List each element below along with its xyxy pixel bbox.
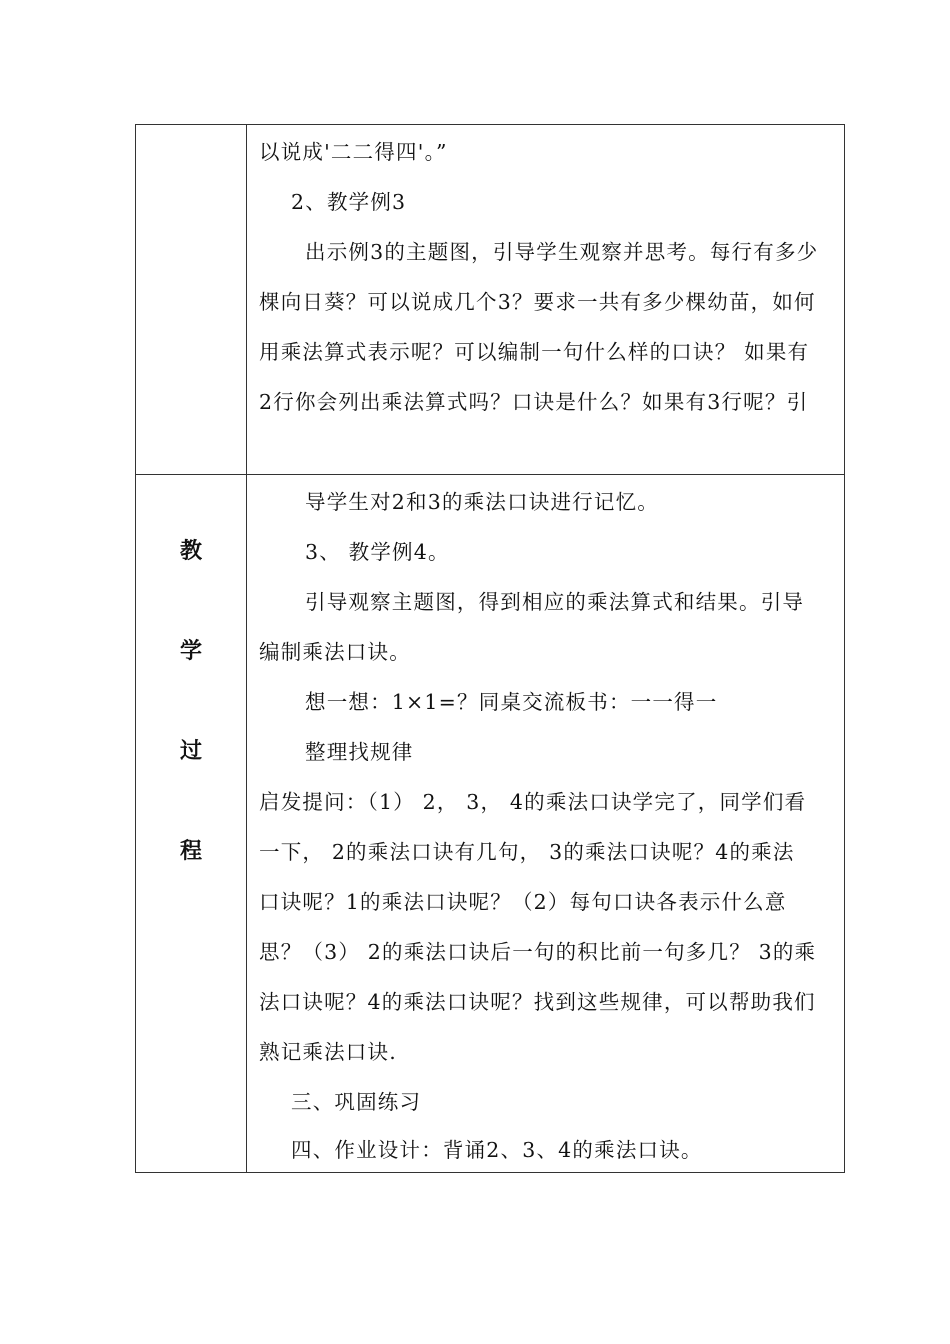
text-line: 思？（3） 2的乘法口诀后一句的积比前一句多几？ 3的乘 <box>259 940 817 964</box>
section-label-char: 程 <box>179 839 202 864</box>
section-label-cell <box>136 475 247 1173</box>
text-line: 导学生对2和3的乘法口诀进行记忆。 <box>305 490 659 514</box>
table-row <box>136 475 845 1173</box>
content-cell-process <box>247 475 845 1173</box>
text-line: 3、 教学例4。 <box>305 540 450 564</box>
text-line: 编制乘法口诀。 <box>259 640 411 664</box>
text-line: 出示例3的主题图，引导学生观察并思考。每行有多少 <box>305 240 819 264</box>
text-line: 用乘法算式表示呢？可以编制一句什么样的口诀？ 如果有 <box>259 340 810 364</box>
text-line: 整理找规律 <box>305 740 414 764</box>
text-line: 三、巩固练习 <box>291 1090 422 1114</box>
section-label-char: 过 <box>179 739 202 764</box>
text-line: 口诀呢？1的乘法口诀呢？（2）每句口诀各表示什么意 <box>259 890 787 914</box>
section-label-char: 教 <box>179 539 202 564</box>
text-line: 2行你会列出乘法算式吗？口诀是什么？如果有3行呢？引 <box>259 390 809 414</box>
text-line: 法口诀呢？4的乘法口诀呢？找到这些规律，可以帮助我们 <box>259 990 816 1014</box>
text-line: 一下， 2的乘法口诀有几句， 3的乘法口诀呢？4的乘法 <box>259 840 795 864</box>
text-line: 棵向日葵？可以说成几个3？要求一共有多少棵幼苗，如何 <box>259 290 816 314</box>
text-line: 引导观察主题图，得到相应的乘法算式和结果。引导 <box>305 590 805 614</box>
text-line: 以说成'二二得四'。” <box>259 140 448 164</box>
table-row <box>136 125 845 475</box>
text-line: 启发提问：（1） 2， 3， 4的乘法口诀学完了，同学们看 <box>259 790 807 814</box>
text-line: 想一想：1×1=？同桌交流板书：一一得一 <box>305 690 718 714</box>
text-line: 2、教学例3 <box>291 190 407 214</box>
text-line: 四、作业设计：背诵2、3、4的乘法口诀。 <box>291 1138 703 1162</box>
label-cell-empty <box>136 125 247 475</box>
section-label-char: 学 <box>179 639 202 664</box>
text-line: 熟记乘法口诀. <box>259 1040 397 1064</box>
content-cell-continued <box>247 125 845 475</box>
lesson-plan-table <box>135 124 845 1173</box>
